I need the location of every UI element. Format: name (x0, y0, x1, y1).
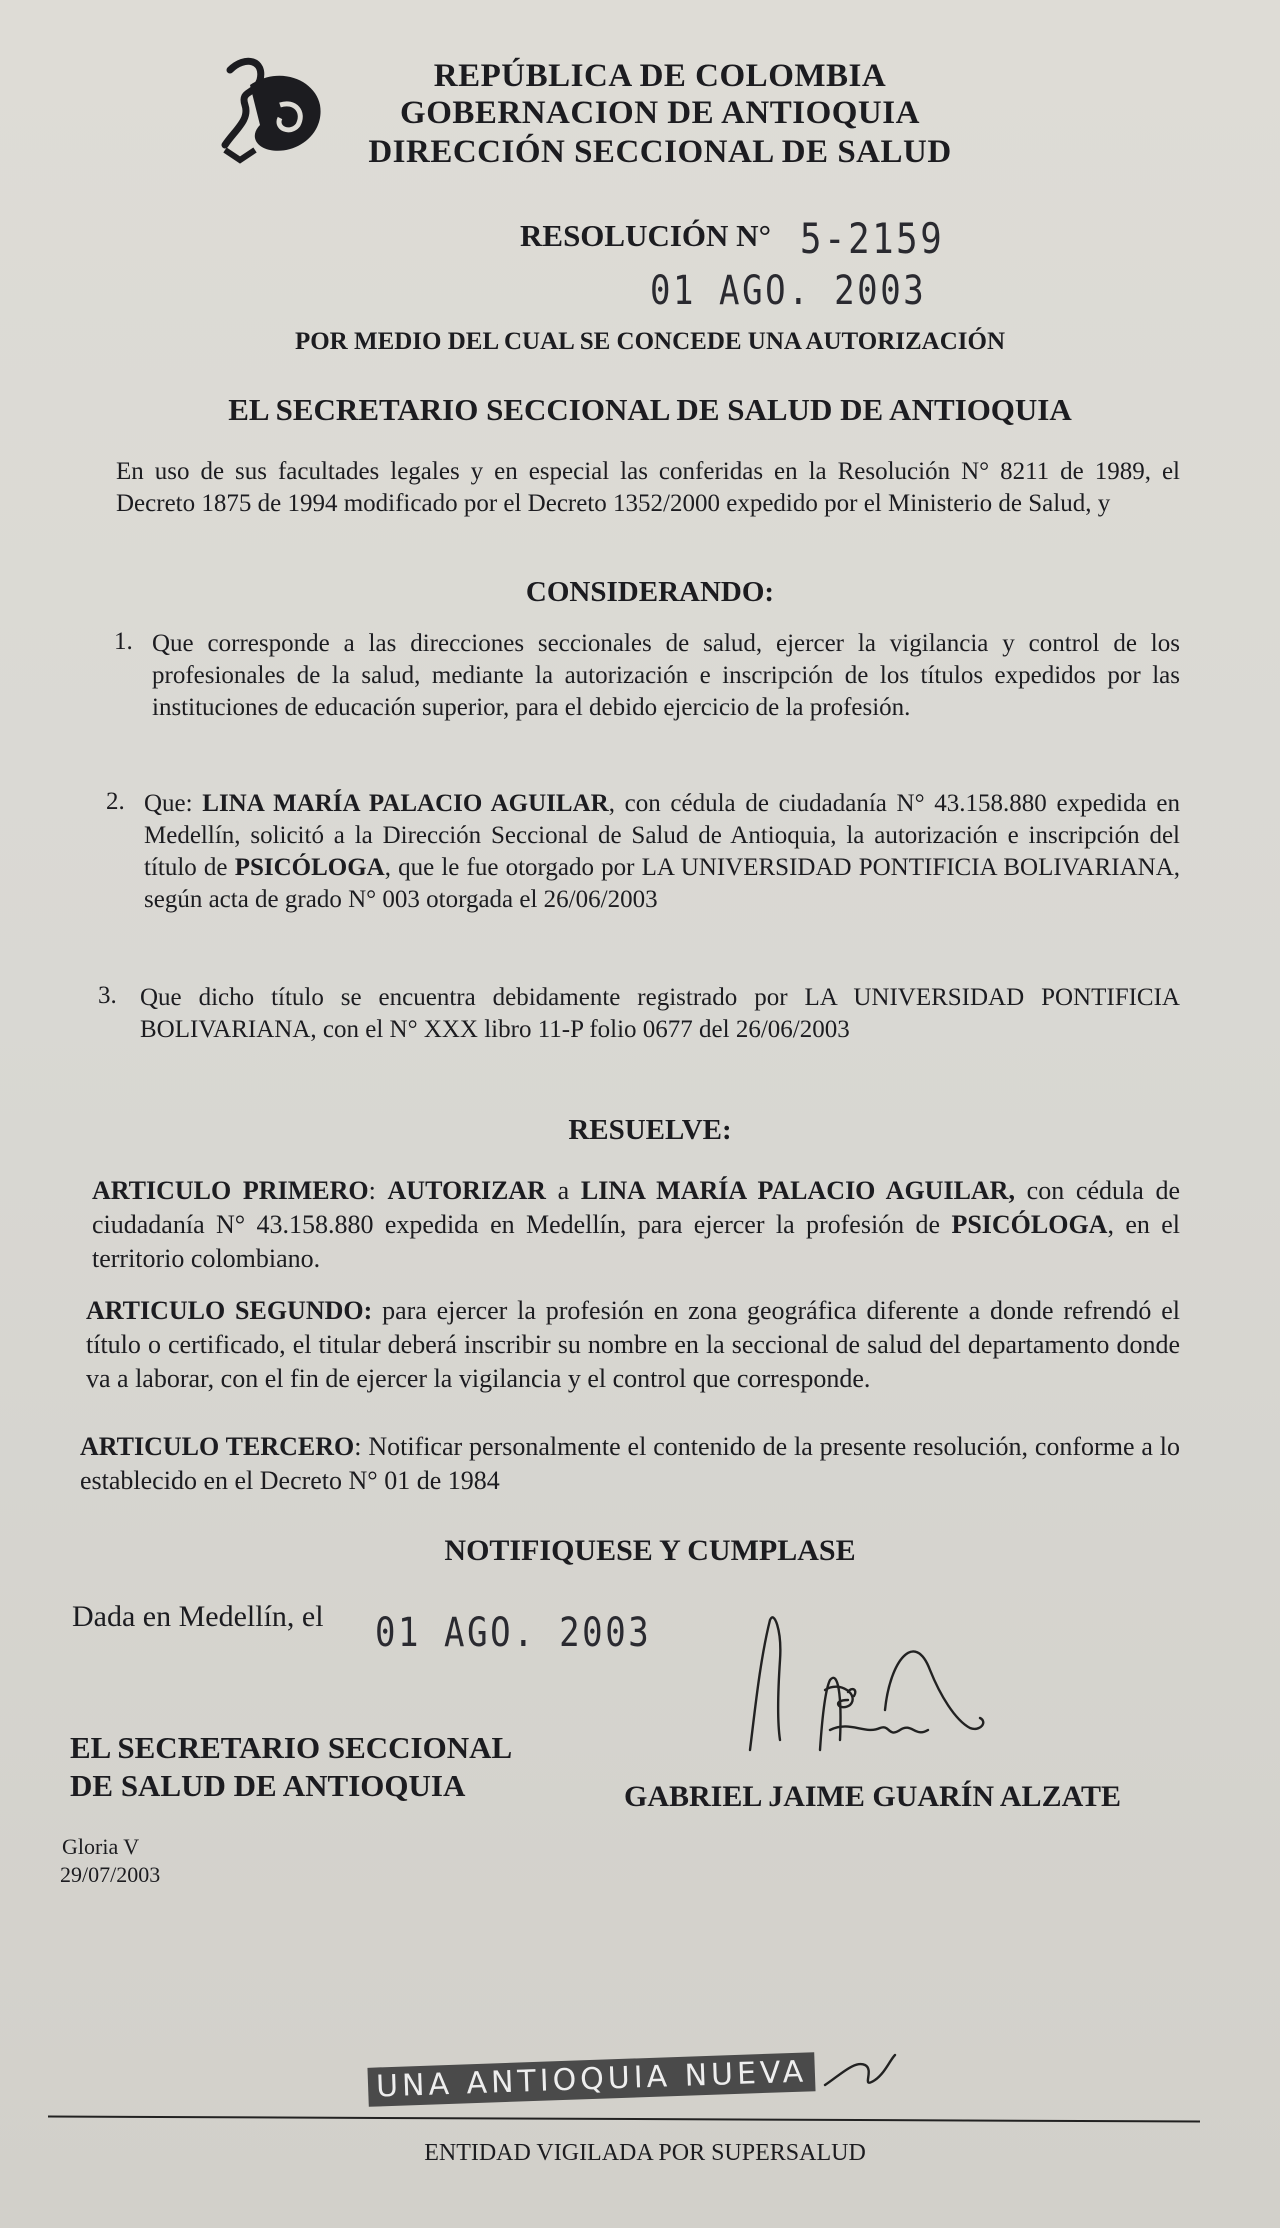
applicant-name: LINA MARÍA PALACIO AGUILAR (202, 790, 609, 817)
considerando-item-3-text: Que dicho título se encuentra debidamente registrado por LA UNIVERSIDAD PONTIFICIA BOLIVARIANA, con el N° XXX libro 11-P folio 0677 del 26/06/2003 (140, 984, 1180, 1043)
article-three (80, 1430, 1180, 1498)
supervision-note: ENTIDAD VIGILADA POR SUPERSALUD (424, 2140, 866, 2166)
article-three-label: ARTICULO TERCERO (80, 1432, 355, 1461)
header-line-directorate: DIRECCIÓN SECCIONAL DE SALUD (368, 134, 952, 170)
issuing-authority: EL SECRETARIO SECCIONAL DE SALUD DE ANTIOQUIA (228, 392, 1072, 427)
article-one-connector: a (545, 1176, 581, 1205)
item-2-middle: , con cédula de ciudadanía N° 43.158.880 expedida en Medellín, solicitó a la Dirección Seccional de Salud de Antioquia, la autorización e inscripción del título de (144, 790, 1180, 881)
considerando-item-1-number: 1. (114, 628, 133, 655)
article-one-suffix: , en el territorio colombiano. (92, 1210, 1180, 1273)
article-one (92, 1174, 1180, 1276)
given-in-text: Dada en Medellín, el (72, 1600, 324, 1633)
footer-banner: UNA ANTIOQUIA NUEVA (367, 2052, 815, 2107)
preamble-paragraph: En uso de sus facultades legales y en especial las conferidas en la Resolución N° 8211 de 1989, el Decreto 1875 de 1994 modificado por el Decreto 1352/2000 expedido por el Ministerio de Salud, y (116, 458, 1180, 517)
closing-formula: NOTIFIQUESE Y CUMPLASE (444, 1534, 856, 1567)
item-2-prefix: Que: (144, 790, 203, 817)
signatory-name: GABRIEL JAIME GUARÍN ALZATE (624, 1780, 1122, 1813)
resolution-label: RESOLUCIÓN N° (520, 218, 771, 253)
drafter-name: Gloria V (62, 1834, 140, 1859)
item-2-suffix: , que le fue otorgado por LA UNIVERSIDAD PONTIFICIA BOLIVARIANA, según acta de grado N° 003 otorgada el 26/06/2003 (144, 854, 1180, 913)
header-line-governorate: GOBERNACION DE ANTIOQUIA (400, 95, 920, 131)
article-one-colon: : (368, 1176, 388, 1205)
considerando-item-1-text: Que corresponde a las direcciones seccionales de salud, ejercer la vigilancia y control de los profesionales de la salud, mediante la autorización e inscripción de los títulos expedidos por las instituciones de educación superior, para el debido ejercicio de la profesión. (152, 630, 1180, 721)
considerando-item-2-text (144, 788, 1180, 916)
considerando-item-3-number: 3. (98, 982, 117, 1009)
considerando-item-2-number: 2. (106, 788, 125, 815)
drafter-date: 29/07/2003 (60, 1862, 161, 1887)
article-three-text: : Notificar personalmente el contenido de la presente resolución, conforme a lo establecido en el Decreto N° 01 de 1984 (80, 1432, 1181, 1495)
article-two-text: para ejercer la profesión en zona geográfica diferente a donde refrendó el título o certificado, el titular deberá inscribir su nombre en la seccional de salud del departamento donde va a laborar, con el fin de ejercer la vigilancia y el control que corresponde. (86, 1296, 1180, 1393)
article-one-title: PSICÓLOGA (951, 1210, 1108, 1239)
article-two-label: ARTICULO SEGUNDO: (86, 1296, 373, 1325)
signatory-title-line-1: EL SECRETARIO SECCIONAL (70, 1730, 513, 1765)
article-one-name: LINA MARÍA PALACIO AGUILAR, (580, 1176, 1015, 1205)
footer-divider (48, 2115, 1200, 2122)
signature-icon (730, 1600, 1030, 1800)
resolution-number: 5-2159 (800, 214, 945, 263)
signatory-title-line-2: DE SALUD DE ANTIOQUIA (70, 1768, 466, 1803)
banner-flourish-icon (820, 2040, 900, 2100)
header-line-republic: REPÚBLICA DE COLOMBIA (433, 58, 887, 94)
article-one-middle: con cédula de ciudadanía N° 43.158.880 expedida en Medellín, para ejercer la profesión de (92, 1176, 1180, 1239)
resolution-date-stamp: 01 AGO. 2003 (650, 268, 927, 314)
resuelve-heading: RESUELVE: (568, 1114, 732, 1146)
professional-title: PSICÓLOGA (234, 854, 385, 881)
antioquia-logo-icon (210, 50, 335, 165)
article-two (86, 1294, 1180, 1396)
given-date-stamp: 01 AGO. 2003 (375, 1610, 652, 1656)
article-one-label: ARTICULO PRIMERO (92, 1176, 369, 1205)
considerando-heading: CONSIDERANDO: (525, 576, 775, 608)
article-one-verb: AUTORIZAR (387, 1176, 546, 1205)
resolution-subject: POR MEDIO DEL CUAL SE CONCEDE UNA AUTORIZACIÓN (294, 328, 1006, 355)
